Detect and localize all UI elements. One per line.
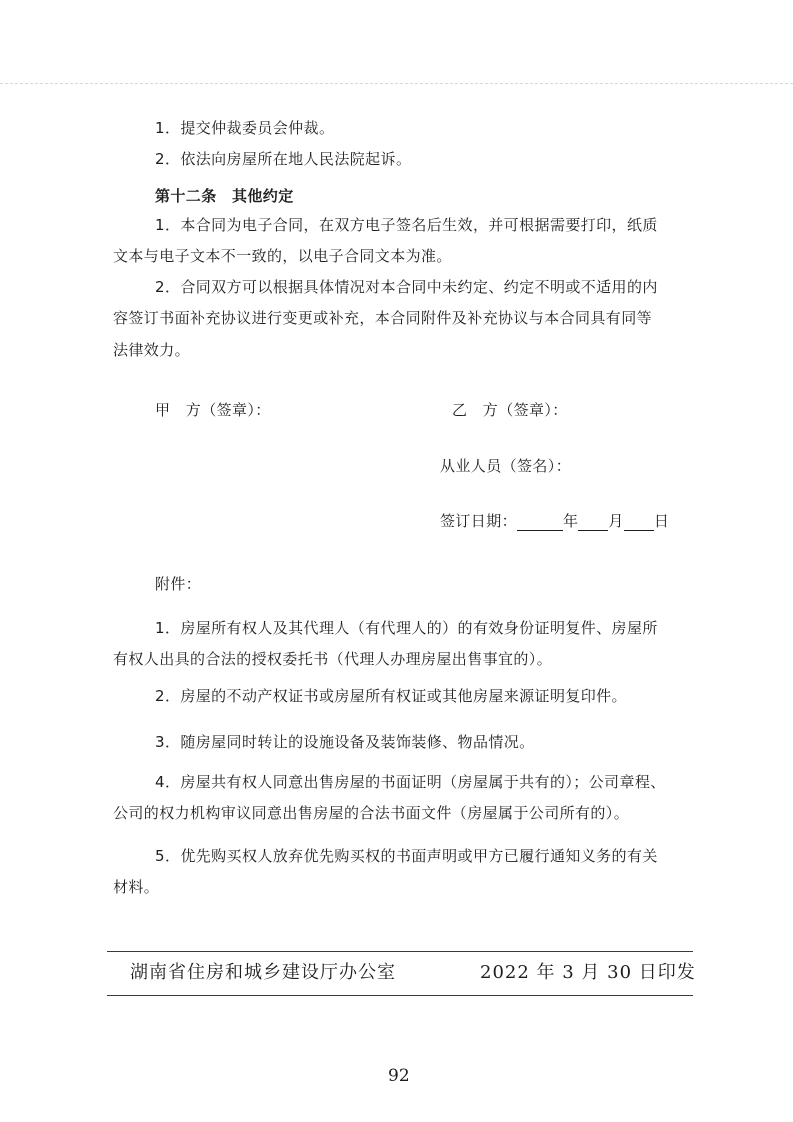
year-blank <box>517 514 563 531</box>
article-12-p2-line2: 容签订书面补充协议进行变更或补充，本合同附件及补充协议与本合同具有同等 <box>113 309 653 327</box>
attachment-2: 2．房屋的不动产权证书或房屋所有权证或其他房屋来源证明复印件。 <box>155 687 627 705</box>
party-a-signature-label: 甲 方（签章）： <box>155 401 271 419</box>
arbitration-option-1: 1．提交仲裁委员会仲裁。 <box>155 119 335 137</box>
signing-date-label: 签订日期： <box>440 512 518 530</box>
article-12-p1-line2: 文本与电子文本不一致的，以电子合同文本为准。 <box>113 247 452 265</box>
signing-date-line <box>440 511 669 531</box>
attachment-5-line1: 5．优先购买权人放弃优先购买权的书面声明或甲方已履行通知义务的有关 <box>155 847 658 865</box>
article-12-p1-line1: 1．本合同为电子合同，在双方电子签名后生效，并可根据需要打印，纸质 <box>155 216 658 234</box>
party-b-signature-label: 乙 方（签章）： <box>452 401 568 419</box>
agent-signature-label: 从业人员（签名）： <box>440 457 572 475</box>
month-label: 月 <box>608 512 624 530</box>
day-label: 日 <box>653 512 670 530</box>
attachment-4-line1: 4．房屋共有权人同意出售房屋的书面证明（房屋属于共有的）；公司章程、 <box>155 773 666 791</box>
article-12-heading: 第十二条 其他约定 <box>155 187 294 205</box>
arbitration-option-2: 2．依法向房屋所在地人民法院起诉。 <box>155 150 412 168</box>
footer-top-rule <box>107 951 693 952</box>
page-number: 92 <box>388 1066 410 1086</box>
footer-issue-date: 2022 年 3 月 30 日印发 <box>480 962 696 983</box>
attachment-3: 3．随房屋同时转让的设施设备及装饰装修、物品情况。 <box>155 733 535 751</box>
article-12-p2-line1: 2．合同双方可以根据具体情况对本合同中未约定、约定不明或不适用的内 <box>155 278 658 296</box>
attachment-1-line1: 1．房屋所有权人及其代理人（有代理人的）的有效身份证明复件、房屋所 <box>155 619 658 637</box>
month-blank <box>578 514 608 531</box>
footer-bottom-rule <box>107 995 693 996</box>
footer-issuer: 湖南省住房和城乡建设厅办公室 <box>130 962 396 983</box>
attachment-5-line2: 材料。 <box>113 878 160 896</box>
attachment-4-line2: 公司的权力机构审议同意出售房屋的合法书面文件（房屋属于公司所有的）。 <box>113 804 630 822</box>
article-12-p2-line3: 法律效力。 <box>113 341 191 359</box>
year-label: 年 <box>563 512 579 530</box>
attachment-1-line2: 有权人出具的合法的授权委托书（代理人办理房屋出售事宜的）。 <box>113 650 553 668</box>
day-blank <box>624 514 654 531</box>
attachments-heading: 附件： <box>155 575 202 593</box>
scan-edge-line <box>0 83 793 84</box>
